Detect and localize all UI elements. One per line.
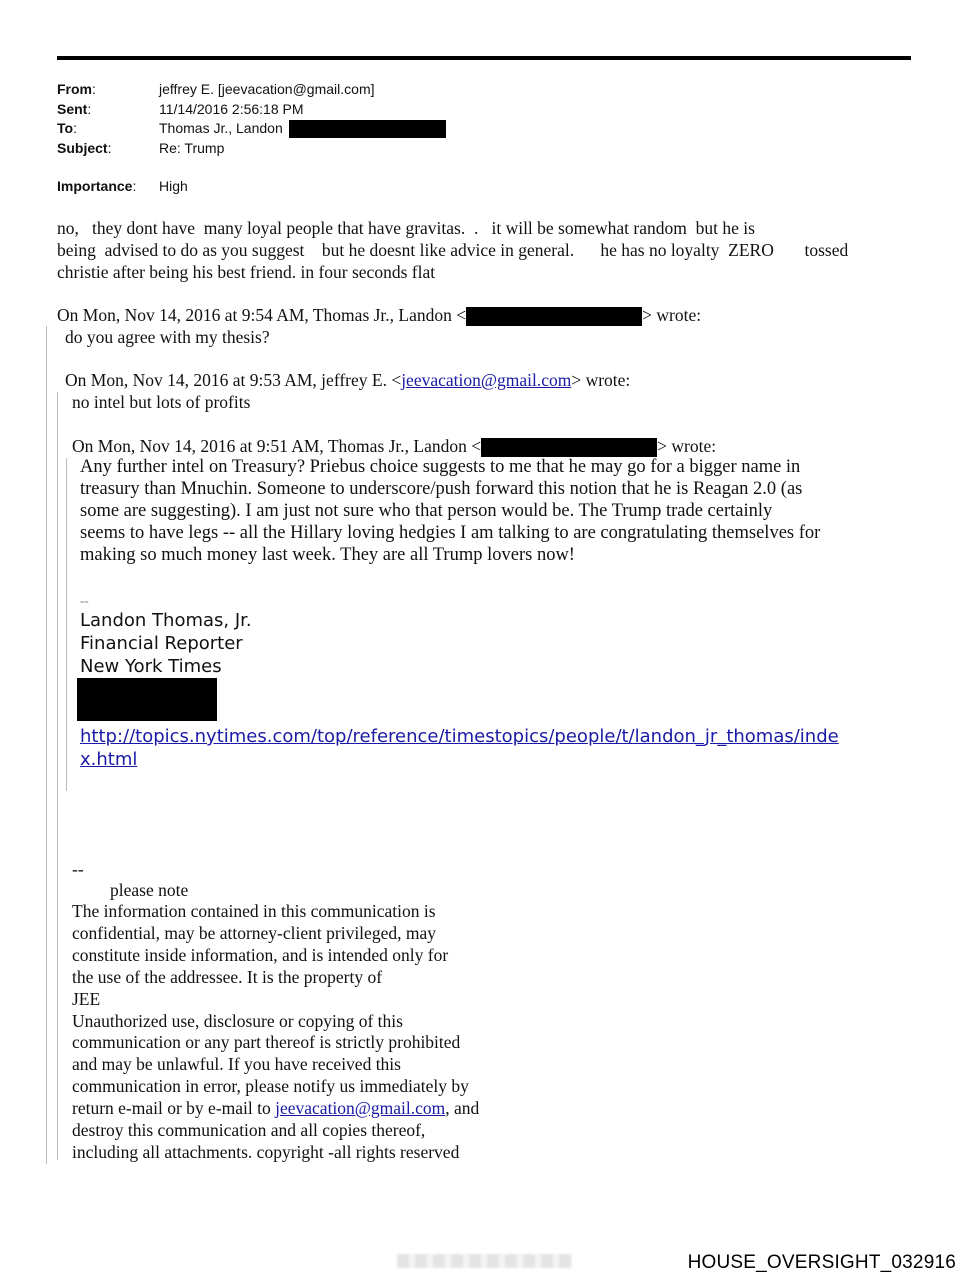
signature-org: New York Times	[80, 656, 222, 677]
subject-value: Re: Trump	[159, 139, 225, 156]
redaction-box	[466, 307, 642, 326]
signature-url-link-cont[interactable]: x.html	[80, 749, 138, 770]
quote3-text	[80, 456, 820, 566]
quote3-bar	[66, 458, 67, 791]
signature-dash: --	[80, 593, 89, 608]
disclaimer-text	[72, 901, 479, 1164]
disclaimer-note: please note	[110, 880, 189, 900]
to-value: Thomas Jr., Landon	[159, 120, 283, 136]
quote1-text: do you agree with my thesis?	[65, 327, 270, 347]
quote3-line: some are suggesting). I am just not sure who that person would be. The Trump trade certainly	[80, 501, 773, 521]
disclaimer-line: communication or any part thereof is strictly prohibited	[72, 1032, 461, 1053]
importance-value: High	[159, 178, 188, 194]
disclaimer-line: the use of the addressee. It is the property of	[72, 966, 383, 987]
quote2-email-link[interactable]: jeevacation@gmail.com	[401, 370, 572, 390]
disclaimer-line: and may be unlawful. If you have received this	[72, 1054, 401, 1075]
to-label: To	[57, 120, 74, 136]
quote3-line: treasury than Mnuchin. Someone to underscore/push forward this notion that he is Reagan 2.0 (as	[80, 479, 803, 499]
body-line: christie after being his best friend. in four seconds flat	[57, 262, 436, 282]
quote2-intro-start: On Mon, Nov 14, 2016 at 9:53 AM, jeffrey E. <	[65, 370, 402, 390]
signature	[80, 609, 252, 678]
body-line: no, they dont have many loyal people that have gravitas. . it will be somewhat random but he is	[57, 218, 755, 238]
signature-name: Landon Thomas, Jr.	[80, 610, 252, 631]
disclaimer-line: JEE	[72, 988, 101, 1009]
quote1-bar	[46, 326, 47, 1164]
quote1-intro-end: > wrote:	[642, 305, 702, 325]
redaction-box	[77, 678, 217, 721]
redaction-box	[289, 120, 446, 138]
quote3-line: seems to have legs -- all the Hillary loving hedgies I am talking to are congratulating themselves for	[80, 523, 821, 543]
quote1-intro-start: On Mon, Nov 14, 2016 at 9:54 AM, Thomas Jr., Landon <	[57, 305, 467, 325]
quote2-intro	[65, 369, 630, 391]
signature-title: Financial Reporter	[80, 633, 243, 654]
disclaimer-email-link[interactable]: jeevacation@gmail.com	[275, 1098, 446, 1119]
disclaimer-dash: --	[72, 859, 84, 879]
from-value: jeffrey E. [jeevacation@gmail.com]	[159, 81, 375, 97]
disclaimer-line: including all attachments. copyright -all rights reserved	[72, 1141, 460, 1162]
disclaimer-line: constitute inside information, and is intended only for	[72, 944, 449, 965]
disclaimer-line: destroy this communication and all copies thereof,	[72, 1120, 426, 1141]
quote3-intro-start: On Mon, Nov 14, 2016 at 9:51 AM, Thomas Jr., Landon <	[72, 436, 482, 456]
sent-value: 11/14/2016 2:56:18 PM	[159, 100, 304, 117]
quote3-line: Any further intel on Treasury? Priebus choice suggests to me that he may go for a bigger name in	[80, 457, 801, 477]
scan-artifact	[397, 1254, 572, 1268]
quote2-intro-end: > wrote:	[571, 370, 631, 390]
top-rule	[57, 56, 911, 60]
disclaimer-line-email: return e-mail or by e-mail to jeevacation@gmail.com, and	[72, 1098, 480, 1119]
quote3-intro	[72, 435, 716, 457]
bates-number: HOUSE_OVERSIGHT_032916	[687, 1252, 956, 1273]
quote3-intro-end: > wrote:	[657, 436, 717, 456]
reply-body	[57, 217, 848, 283]
signature-url-link[interactable]: http://topics.nytimes.com/top/reference/timestopics/people/t/landon_jr_thomas/inde	[80, 726, 839, 747]
from-label: From	[57, 81, 92, 97]
redaction-box	[481, 438, 657, 457]
quote1-intro	[57, 304, 701, 326]
disclaimer-line: communication in error, please notify us immediately by	[72, 1076, 469, 1097]
subject-label: Subject	[57, 139, 108, 156]
quote2-text: no intel but lots of profits	[72, 392, 251, 412]
disclaimer-line: Unauthorized use, disclosure or copying of this	[72, 1010, 403, 1031]
quote2-bar	[57, 392, 58, 1160]
quote3-line: making so much money last week. They are all Trump lovers now!	[80, 545, 575, 565]
importance-label: Importance	[57, 178, 133, 194]
disclaimer-line: confidential, may be attorney-client privileged, may	[72, 922, 436, 943]
body-line: being advised to do as you suggest but he doesnt like advice in general. he has no loyalty ZERO tossed	[57, 240, 849, 260]
disclaimer-line: The information contained in this communication is	[72, 901, 436, 921]
signature-url	[80, 725, 839, 771]
sent-label: Sent	[57, 100, 88, 117]
